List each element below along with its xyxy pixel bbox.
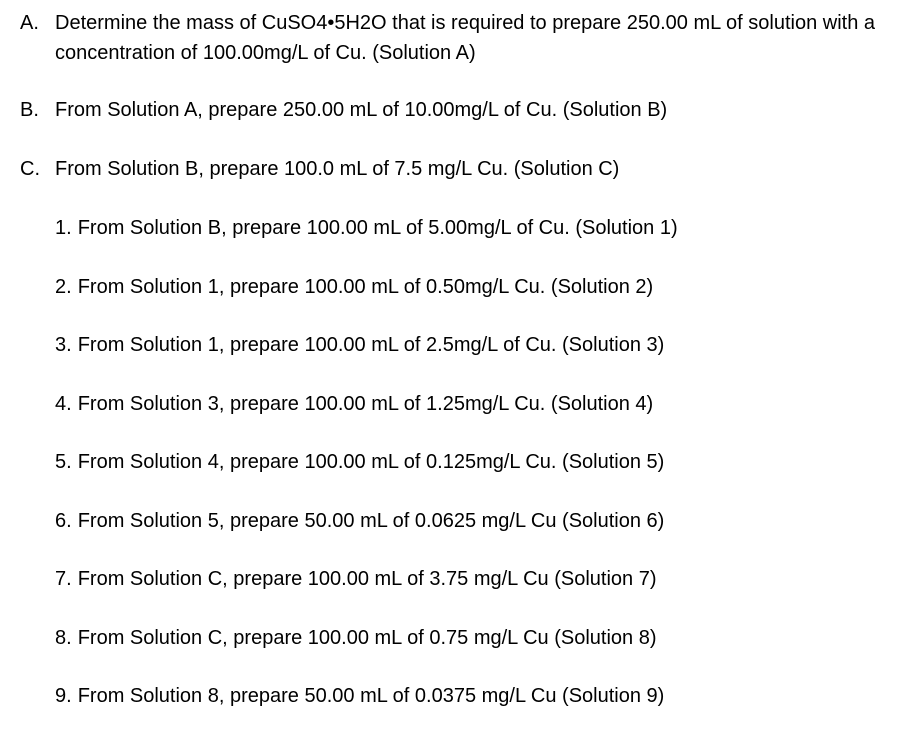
item-marker: A. xyxy=(20,12,39,34)
numbered-item-1 xyxy=(55,213,895,243)
item-marker: C. xyxy=(20,158,40,180)
item-text: From Solution 8, prepare 50.00 mL of 0.0375 mg/L Cu (Solution 9) xyxy=(77,685,665,707)
item-marker: 6. xyxy=(55,510,72,532)
lettered-item-a xyxy=(20,8,900,68)
item-text: From Solution B, prepare 100.0 mL of 7.5 mg/L Cu. (Solution C) xyxy=(55,158,620,180)
item-text: From Solution 4, prepare 100.00 mL of 0.125mg/L Cu. (Solution 5) xyxy=(77,451,665,473)
item-marker: 1. xyxy=(55,217,72,239)
item-marker: 9. xyxy=(55,685,72,707)
item-text: From Solution C, prepare 100.00 mL of 3.75 mg/L Cu (Solution 7) xyxy=(77,568,657,590)
item-text: Determine the mass of CuSO4•5H2O that is required to prepare 250.00 mL of solution with a concentration of 100.00mg/L of Cu. (Solution A) xyxy=(55,12,876,64)
item-text: From Solution C, prepare 100.00 mL of 0.75 mg/L Cu (Solution 8) xyxy=(77,627,657,649)
item-marker: B. xyxy=(20,99,39,121)
item-text: From Solution 1, prepare 100.00 mL of 2.5mg/L of Cu. (Solution 3) xyxy=(77,334,665,356)
numbered-item-8 xyxy=(55,623,895,653)
item-text: From Solution 5, prepare 50.00 mL of 0.0625 mg/L Cu (Solution 6) xyxy=(77,510,665,532)
item-text: From Solution B, prepare 100.00 mL of 5.00mg/L of Cu. (Solution 1) xyxy=(77,217,678,239)
numbered-item-6 xyxy=(55,506,895,536)
numbered-item-9 xyxy=(55,681,895,711)
lettered-item-b xyxy=(20,95,900,125)
lettered-item-c xyxy=(20,154,900,184)
numbered-item-2 xyxy=(55,272,895,302)
numbered-item-4 xyxy=(55,389,895,419)
item-text: From Solution 3, prepare 100.00 mL of 1.25mg/L Cu. (Solution 4) xyxy=(77,393,654,415)
item-marker: 3. xyxy=(55,334,72,356)
item-marker: 8. xyxy=(55,627,72,649)
numbered-item-5 xyxy=(55,447,895,477)
item-marker: 2. xyxy=(55,276,72,298)
item-marker: 7. xyxy=(55,568,72,590)
numbered-item-3 xyxy=(55,330,895,360)
numbered-item-7 xyxy=(55,564,895,594)
item-marker: 5. xyxy=(55,451,72,473)
item-marker: 4. xyxy=(55,393,72,415)
item-text: From Solution A, prepare 250.00 mL of 10.00mg/L of Cu. (Solution B) xyxy=(55,99,668,121)
item-text: From Solution 1, prepare 100.00 mL of 0.50mg/L Cu. (Solution 2) xyxy=(77,276,654,298)
